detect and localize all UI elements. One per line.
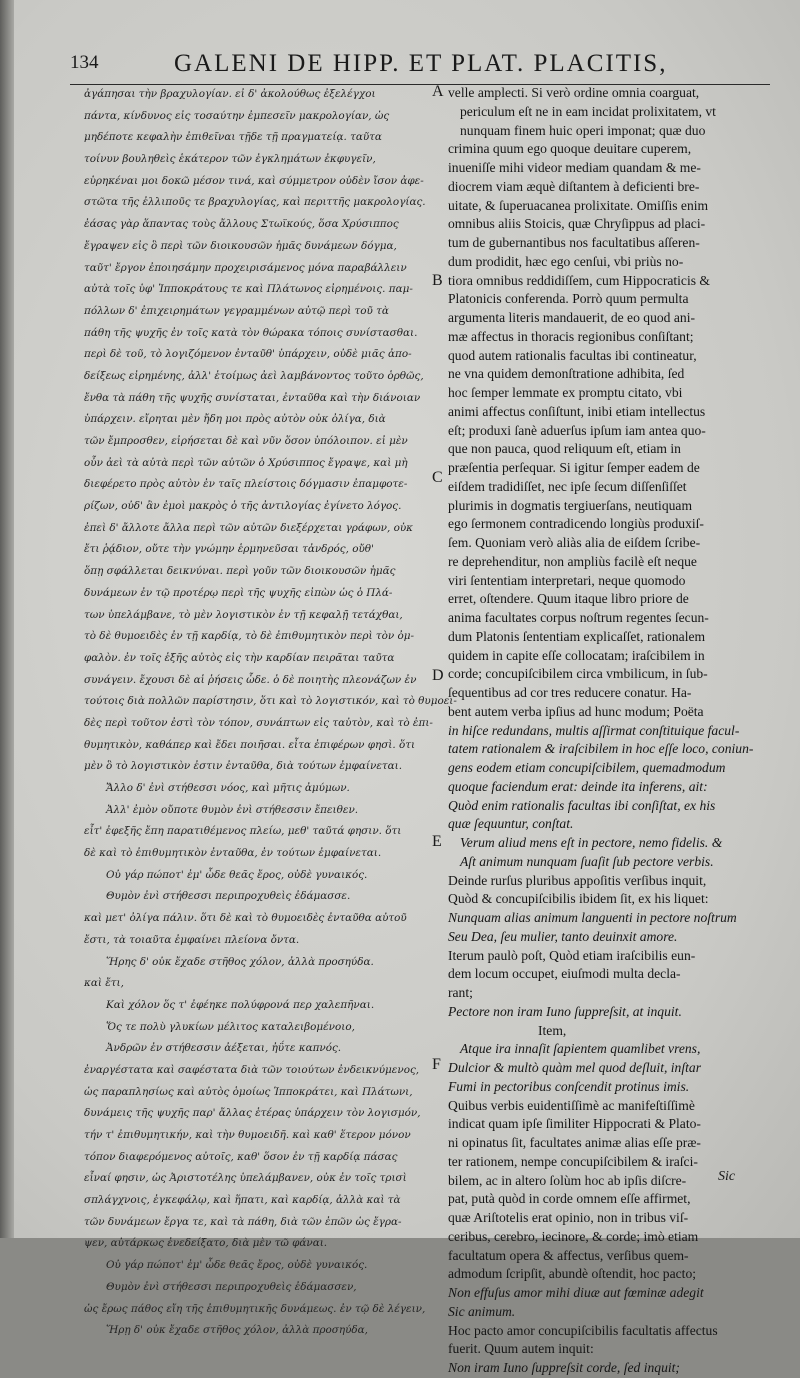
page-gutter-shadow — [0, 0, 14, 1238]
greek-line: ὅπῃ σφάλλεται δεικνύναι. περὶ γοῦν τῶν διοικουσῶν ἡμᾶς — [84, 565, 396, 578]
greek-line: Οὐ γάρ πώποτ' ἐμ' ὧδε θεᾶς ἔρος, οὐδὲ γυναικός. — [106, 1259, 368, 1272]
latin-line: gens eodem etiam concupiſcibilem, quemadmodum — [448, 760, 726, 775]
greek-line: ρίζων, οὐδ' ἂν ἐμοὶ μακρὸς ὁ τῆς ἀντιλογίας ἐγίνετο λόγος. — [84, 500, 402, 513]
latin-line: tiora omnibus reddidiſſem, cum Hippocraticis & — [448, 272, 711, 288]
latin-line: hoc ſemper lemmate ex promptu citato, vbi — [448, 385, 683, 400]
latin-line: quidem in capite eſſe collocatam; iraſcibilem in — [448, 647, 705, 663]
margin-marker-c: C — [432, 469, 443, 486]
latin-line: diocrem viam æquè diſtantem à deficienti bre- — [448, 178, 700, 194]
greek-line: Καὶ χόλον ὅς τ' ἐφέηκε πολύφρονά περ χαλεπῆναι. — [106, 998, 375, 1011]
greek-line: οὖν ἀεὶ τὰ αὐτὰ περὶ τῶν αὐτῶν ὁ Χρύσιππος ἔγραψε, καὶ μὴ — [84, 456, 408, 469]
greek-line: τῶν δυνάμεων ἔργα τε, καὶ τὰ πάθη, διὰ τῶν ἐπῶν ὡς ἔγρα- — [84, 1215, 402, 1228]
latin-line: bent autem verba ipſius ad hunc modum; Poëta — [448, 703, 704, 719]
greek-line: μὲν ὃ τὸ λογιστικὸν ἐστιν ἐνταῦθα, διὰ τούτων ἐμφαίνεται. — [84, 760, 403, 773]
latin-line: ego ſermonem contradicendo longiùs produxiſ- — [448, 516, 704, 532]
latin-line: Seu Dea, ſeu mulier, tanto deuinxit amore. — [448, 928, 678, 944]
greek-line: Ἀλλ' ἐμὸν οὔποτε θυμὸν ἐνὶ στήθεσσιν ἔπειθεν. — [106, 803, 359, 816]
greek-line: ἐπεὶ δ' ἄλλοτε ἄλλα περὶ τῶν αὐτῶν διεξέρχεται γράφων, οὐκ — [84, 521, 413, 534]
latin-line: erret, oſtendere. Quum itaque libro priore de — [448, 591, 689, 607]
greek-line: Ἥρης δ' οὐκ ἔχαδε στῆθος χόλον, ἀλλὰ προσηύδα. — [106, 955, 374, 968]
latin-line: Fumi in pectoribus conſcendit protinus imis. — [448, 1078, 690, 1094]
latin-line: eſt; produxi ſanè aduerſus ipſum iam antea quo- — [448, 422, 706, 438]
latin-line: Atque ira innaſit ſapientem quamlibet vrens, — [460, 1041, 701, 1057]
latin-line: ſem. Quoniam verò aliàs alia de eiſdem ſcribe- — [448, 535, 701, 550]
latin-line: viri ſententiam interpretari, neque quomodo — [448, 572, 686, 588]
latin-line: in hiſce redundans, multis aſſirmat conſtituique facul- — [448, 722, 740, 738]
latin-line: Nunquam alias animum languenti in pectore noſtrum — [448, 910, 737, 925]
greek-line: πόλλων δ' ἐπιχειρημάτων γεγραμμένων αὐτῷ περὶ τοῦ τὰ — [84, 304, 389, 317]
greek-line: περὶ δὲ τοῦ, τὸ λογιζόμενον ἐνταῦθ' ὑπάρχειν, οὐδὲ μιᾶς ἀπο- — [84, 348, 412, 361]
page-number: 134 — [70, 52, 99, 73]
catchword: Sic — [718, 1169, 736, 1184]
greek-line: τὸ δὲ θυμοειδὲς ἐν τῇ καρδίᾳ, τὸ δὲ ἐπιθυμητικὸν περὶ τὸν ὀμ- — [84, 630, 415, 643]
greek-line: δὲ καὶ τὸ ἐπιθυμητικὸν ἐνταῦθα, ἐν τούτων ἐμφαίνεται. — [84, 847, 382, 860]
greek-line: δυνάμεις τῆς ψυχῆς παρ' ἄλλας ἑτέρας ὑπάρχειν τὸν λογισμόν, — [84, 1107, 421, 1120]
greek-line: μηδέποτε κεφαλὴν ἐπιθεῖναι τῇδε τῇ πραγματείᾳ. ταῦτα — [84, 131, 382, 144]
greek-line: εἶναί φησιν, ὡς Ἀριστοτέλης ὑπελάμβανεν, οὐκ ἐν τοῖς τρισὶ — [84, 1172, 407, 1185]
greek-line: Οὐ γάρ πώποτ' ἐμ' ὧδε θεᾶς ἔρος, οὐδὲ γυναικός. — [106, 868, 368, 881]
latin-line: dum Platonis ſententiam explicaſſet, rationalem — [448, 628, 706, 644]
margin-marker-f: F — [432, 1056, 441, 1073]
latin-line: que non pauca, quod reliquum eſt, etiam in — [448, 441, 681, 457]
greek-line: ἀγάπησαι τὴν βραχυλογίαν. εἰ δ' ἀκολούθως ἐξελέγχοι — [84, 88, 376, 100]
greek-line: τῶν ἔμπροσθεν, εἰρήσεται δὲ καὶ νῦν ὅσον ὑπόλοιπον. εἰ μὲν — [84, 435, 408, 447]
greek-line: τούτοις διὰ πολλῶν παρίστησιν, ὅτι καὶ τὸ λογιστικόν, καὶ τὸ θυμοει- — [84, 695, 457, 708]
latin-line: Dulcior & multò quàm mel quod deſluit, inſtar — [448, 1060, 701, 1075]
greek-line: ἐναργέστατα καὶ σαφέστατα διὰ τῶν τοιούτων ἐνδεικνύμενος, — [84, 1063, 420, 1076]
margin-marker-d: D — [432, 667, 444, 684]
latin-line: quoque faciendum erat: deinde ita inferens, ait: — [448, 778, 708, 794]
greek-line: τήν τ' ἐπιθυμητικήν, καὶ τὴν θυμοειδῆ. καὶ καθ' ἕτερον μόνον — [84, 1129, 411, 1141]
greek-line: διεφέρετο πρὸς αὐτὸν ἐν ταῖς πλείστοις δόγμασιν ἐπαμφοτε- — [84, 478, 408, 491]
greek-line: ἔγραψεν εἰς ὃ περὶ τῶν διοικουσῶν ἡμᾶς δυνάμεων δόγμα, — [84, 239, 397, 252]
latin-line: eiſdem tradidiſſet, nec ipſe ſecum diſſenſiſſet — [448, 478, 687, 494]
greek-line: ὑπάρχειν. εἴρηται μὲν ἤδη μοι πρὸς αὐτὸν οὐκ ὀλίγα, διὰ — [84, 413, 386, 426]
latin-line: ni opinatus ſit, facultates animæ alias eſſe præ- — [448, 1135, 701, 1150]
running-head: GALENI DE HIPP. ET PLAT. PLACITIS, — [174, 50, 668, 77]
greek-line: ὡς παραπλησίως καὶ αὐτὸς ὁμοίως Ἱπποκράτει, καὶ Πλάτωνι, — [84, 1085, 413, 1098]
latin-line: Quibus verbis euidentiſſimè ac manifeſtiſſimè — [448, 1097, 695, 1113]
greek-line: σπλάγχνοις, ἐγκεφάλῳ, καὶ ἥπατι, καὶ καρδίᾳ, ἀλλὰ καὶ τὰ — [84, 1194, 401, 1207]
latin-line: plurimis in dogmatis tergiuerſans, neutiquam — [448, 497, 693, 513]
latin-line: ter rationem, nempe concupiſcibilem & iraſci- — [448, 1153, 698, 1169]
greek-line: δείξεως εἰρημένης, ἀλλ' ἑτοίμως ἀεὶ λαμβάνοντος τοῦτο ὁρθῶς, — [84, 369, 424, 382]
latin-line: Non iram Iuno ſuppreſsit corde, ſed inquit; — [448, 1360, 680, 1375]
greek-line: πάντα, κίνδυνος εἰς τοσαύτην ἐμπεσεῖν μακρολογίαν, ὡς — [84, 109, 390, 122]
latin-line: anima facultates corpus noſtrum regentes ſecun- — [448, 610, 709, 625]
greek-line: θυμητικὸν, καθάπερ καὶ ἔδει ποιῆσαι. εἶτα ἐπιφέρων φησὶ. ὅτι — [84, 738, 416, 751]
greek-line: ἔνθα τὰ πάθη τῆς ψυχῆς συνίσταται, ἐνταῦθα καὶ τὴν διάνοιαν — [84, 391, 421, 404]
latin-line: mæ affectus in thoracis regionibus conſiſtant; — [448, 328, 694, 344]
latin-line: Item, — [538, 1022, 567, 1038]
greek-line: δυνάμεων ἐν τῷ προτέρῳ περὶ τῆς ψυχῆς εἰπὼν ὡς ὁ Πλά- — [84, 586, 393, 599]
latin-line: dum prodidit, hæc ego cenſui, vbi priùs no- — [448, 253, 684, 269]
greek-line: Ἥρῃ δ' οὐκ ἔχαδε στῆθος χόλον, ἀλλὰ προσηύδα, — [106, 1324, 368, 1337]
latin-line: corde; concupiſcibilem circa vmbilicum, in ſub- — [448, 666, 708, 682]
greek-line: ταῦτ' ἔργον ἐποιησάμην προχειρισάμενος μόνα παραβάλλειν — [84, 261, 407, 274]
latin-line: periculum eſt ne in eam incidat prolixitatem, vt — [460, 103, 716, 119]
latin-line: omnibus aliis Stoicis, quæ Chryſippus ad placi- — [448, 216, 706, 232]
latin-line: bilem, ac in altero ſolùm hoc ab ipſis diſcre- — [448, 1172, 687, 1188]
latin-line: Non effuſus amor mihi diuæ aut fœminæ adegit — [448, 1285, 704, 1300]
margin-marker-b: B — [432, 272, 443, 289]
latin-line: velle amplecti. Si verò ordine omnia coarguat, — [448, 85, 700, 100]
latin-line: tatem rationalem & iraſcibilem in hoc eſſe loco, coniun- — [448, 741, 754, 757]
latin-line: facultatum opera & affectus, verſibus quem- — [448, 1247, 689, 1263]
latin-line: re deprehenditur, non ampliùs facilè eſt neque — [448, 553, 697, 569]
margin-marker-e: E — [432, 833, 442, 850]
greek-line: εὑρηκέναι μοι δοκῶ μέσον τινά, καὶ σύμμετρον οὐδὲν ἴσον ἀφε- — [84, 174, 424, 187]
latin-line: Iterum paulò poſt, Quòd etiam iraſcibilis eun- — [448, 947, 696, 963]
greek-line: τόπον διαφερόμενος αὐτοῖς, καθ' ὅσον ἐν τῇ καρδίᾳ πάσας — [84, 1150, 398, 1163]
greek-line: Θυμὸν ἐνὶ στήθεσσι περιπροχυθεὶς ἐδάμασσεν, — [106, 1280, 357, 1293]
greek-line: Θυμὸν ἐνὶ στήθεσσι περιπροχυθεὶς ἐδάμασσε. — [106, 890, 351, 903]
latin-line: inueniſſe mihi videor mediam quandam & me- — [448, 160, 701, 175]
greek-line: καὶ μετ' ὀλίγα πάλιν. ὅτι δὲ καὶ τὸ θυμοειδὲς ἐνταῦθα αὐτοῦ — [84, 912, 407, 925]
latin-line: ceribus, cerebro, iecinore, & corde; imò etiam — [448, 1228, 699, 1244]
latin-line: tum de gubernantibus nos facultatibus aſſeren- — [448, 235, 700, 250]
latin-line: animi affectus conſiſtunt, inibi etiam intellectus — [448, 403, 706, 419]
latin-line: admodum ſcripſit, abundè oſtendit, hoc pacto; — [448, 1266, 697, 1282]
greek-line: φαλὸν. ἐν τοῖς ἑξῆς αὐτὸς εἰς τὴν καρδίαν πειρᾶται ταῦτα — [84, 651, 395, 664]
greek-line: πάθη τῆς ψυχῆς ἐν τοῖς κατὰ τὸν θώρακα τόποις συνίστασθαι. — [84, 326, 418, 339]
margin-marker-a: A — [432, 83, 444, 100]
latin-line: ne vna quidem demonſtratione adhibita, ſed — [448, 366, 685, 382]
greek-line: στῶτα τῆς ἐλλιποῦς τε βραχυλογίας, καὶ περιττῆς μακρολογίας. — [84, 196, 426, 209]
greek-line: των ὑπελάμβανε, τὸ μὲν λογιστικὸν ἐν τῇ κεφαλῇ τετάχθαι, — [84, 608, 403, 621]
latin-line: Pectore non iram Iuno ſuppreſsit, at inquit. — [448, 1003, 682, 1019]
latin-line: Hoc pacto amor concupiſcibilis facultatis affectus — [448, 1322, 718, 1338]
latin-line: crimina quum ego quoque deuitare cuperem, — [448, 141, 692, 157]
latin-line: Verum aliud mens eſt in pectore, nemo fidelis. & — [460, 835, 723, 850]
latin-line: Deinde rurſus pluribus appoſitis verſibus inquit, — [448, 872, 707, 888]
greek-line: Ὅς τε πολὺ γλυκίων μέλιτος καταλειβομένοιο, — [106, 1020, 355, 1033]
latin-line: indicat quam ipſe ſimiliter Hippocrati & Plato- — [448, 1116, 701, 1132]
latin-line: Aſt animum nunquam ſuaſit ſub pectore verbis. — [460, 853, 714, 869]
greek-line: ὡς ἔρως πάθος εἴη τῆς ἐπιθυμητικῆς δυνάμεως. ἐν τῷ δὲ λέγειν, — [84, 1302, 426, 1315]
greek-line: Ἄλλο δ' ἐνὶ στήθεσσι νόος, καὶ μῆτις ἀμύμων. — [106, 782, 350, 794]
greek-line: ἔτι ῥᾴδιον, οὔτε τὴν γνώμην ἑρμηνεῦσαι τἀνδρός, οὔθ' — [84, 543, 374, 556]
greek-line: καὶ ἔτι, — [84, 977, 124, 990]
latin-line: rant; — [448, 985, 473, 1000]
greek-line: συνάγειν. ἔχουσι δὲ αἱ ῥήσεις ὧδε. ὁ δὲ ποιητὴς πλεονάζων ἐν — [84, 673, 417, 686]
latin-line: argumenta literis mandauerit, de eo quod ani- — [448, 310, 695, 325]
latin-line: Quòd & concupiſcibilis ibidem ſit, ex his liquet: — [448, 891, 709, 907]
page-header — [70, 52, 770, 85]
latin-line: quæ Ariſtotelis erat opinio, non in tribus viſ- — [448, 1210, 689, 1225]
greek-line: δὲς περὶ τοῦτον ἐστὶ τὸν τόπον, συνάπτων εἰς ταὐτὸν, καὶ τὸ ἐπι- — [84, 716, 433, 729]
greek-text-column — [84, 84, 457, 1342]
latin-line: uitate, & ſuperuacanea prolixitate. Omiſſis enim — [448, 197, 709, 213]
greek-line: ἔστι, τὰ τοιαῦτα ἐμφαίνει πλείονα ὄντα. — [84, 933, 300, 946]
greek-line: εἶτ' ἐφεξῆς ἔπη παρατιθέμενος πλείω, μεθ' ταῦτά φησιν. ὅτι — [84, 825, 402, 838]
greek-line: τοίνυν βουληθεὶς ἑκάτερον τῶν ἐγκλημάτων ἐκφυγεῖν, — [84, 153, 376, 166]
latin-line: Quòd enim rationalis facultas ibi conſiſtat, ex his — [448, 797, 716, 813]
latin-line: præſentia perſequar. Si igitur ſemper eadem de — [448, 460, 700, 475]
latin-line: Sic animum. — [448, 1303, 516, 1319]
greek-line: ψεν, αὐτάρκως ἐνεδείξατο, διὰ μὲν τῶ φάναι. — [84, 1237, 328, 1250]
greek-line: ἐάσας γὰρ ἅπαντας τοὺς ἄλλους Στωϊκούς, ὅσα Χρύσιππος — [84, 218, 399, 231]
latin-line: Platonicis conferenda. Porrò quum permulta — [448, 291, 689, 307]
latin-line: quod autem rationalis facultas ibi contineatur, — [448, 347, 697, 363]
latin-line: ſequentibus ad cor tres reducere conatur. Ha- — [448, 685, 692, 700]
latin-line: dem locum occupet, eiuſmodi multa decla- — [448, 966, 681, 982]
latin-line: nunquam finem huic operi imponat; quæ duo — [460, 122, 706, 138]
latin-line: fuerit. Quum autem inquit: — [448, 1341, 594, 1357]
latin-line: quæ ſequuntur, conſtat. — [448, 816, 574, 832]
greek-line: αὐτὰ τοῖς ὑφ' Ἱπποκράτους τε καὶ Πλάτωνος εἰρημένοις. παμ- — [84, 283, 413, 296]
greek-line: Ἀνδρῶν ἐν στήθεσσιν ἀέξεται, ἠΰτε καπνός. — [106, 1042, 342, 1055]
latin-line: pat, putà quòd in corde omnem eſſe affirmet, — [448, 1191, 691, 1207]
